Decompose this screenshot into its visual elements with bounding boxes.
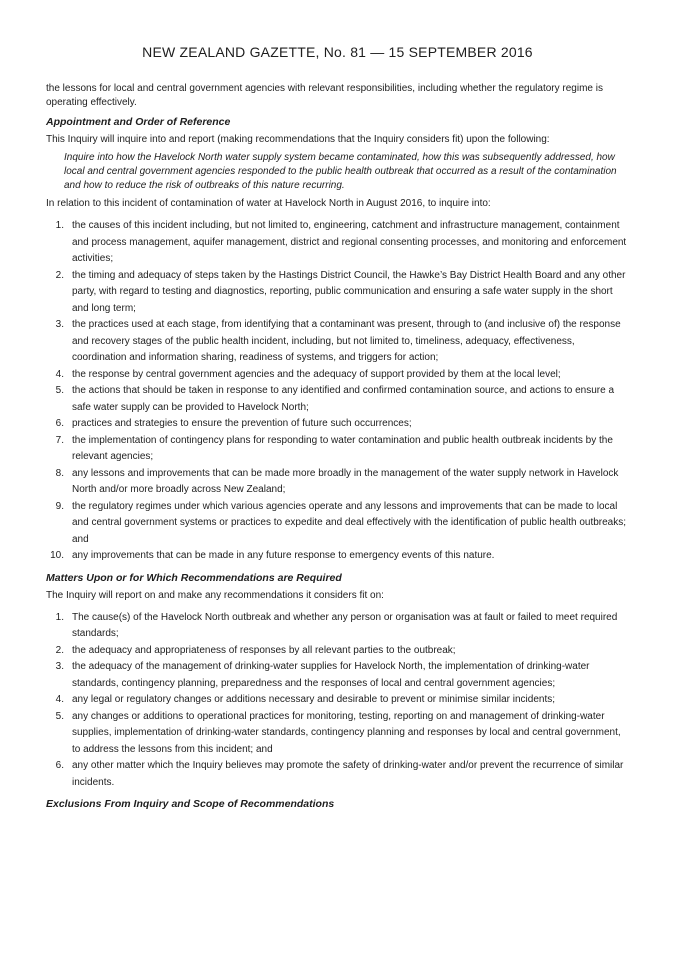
page-header: NEW ZEALAND GAZETTE, No. 81 — 15 SEPTEMBER 2016 <box>142 44 533 60</box>
list-item-number: 1. <box>55 611 64 623</box>
list-item <box>46 416 629 433</box>
list-item <box>46 268 629 318</box>
list-item-number: 10. <box>50 550 64 561</box>
list-item-number: 9. <box>55 500 64 512</box>
list-item-text: any other matter which the Inquiry believes may promote the safety of drinking-water and/or prevent the recurrence of similar incidents. <box>72 760 624 788</box>
list-item-number: 3. <box>55 319 64 330</box>
list-item-text: the practices used at each stage, from identifying that a contaminant was present, through to (and inclusive of) the response and recovery stages of the public health incident, including, but not limited to, timeliness, adequacy, effectiveness, coordination and information sharing, readiness of systems, and triggers for action; <box>72 319 621 363</box>
list-item-number: 4. <box>55 694 64 705</box>
list-item-number: 3. <box>55 661 64 672</box>
list-item <box>46 317 629 367</box>
list-item <box>46 466 629 499</box>
list-item-text: the actions that should be taken in response to any identified and confirmed contamination source, and actions to ensure a safe water supply can be provided to Havelock North; <box>72 385 615 413</box>
list-item-text: the adequacy of the management of drinking-water supplies for Havelock North, the implementation of drinking-water standards, contingency planning, preparedness and the responses of local and central government agencies; <box>72 661 590 689</box>
list-item <box>46 367 629 384</box>
inquiry-list <box>46 218 629 565</box>
list-item-text: the timing and adequacy of steps taken by the Hastings District Council, the Hawke’s Bay District Health Board and any other party, with regard to testing and diagnostics, reporting, public communication and ensuring a safe water supply in the short and long term; <box>72 269 626 314</box>
list-item <box>46 610 629 643</box>
list-item-number: 7. <box>55 434 64 446</box>
list-item-number: 6. <box>55 418 64 429</box>
list-item <box>46 709 629 759</box>
list-item-text: any lessons and improvements that can be made more broadly in the management of the water supply network in Havelock North and/or more broadly across New Zealand; <box>72 467 619 495</box>
list-item <box>46 218 629 268</box>
section-heading-exclusions: Exclusions From Inquiry and Scope of Recommendations <box>46 798 335 810</box>
list-item <box>46 692 629 709</box>
list-item <box>46 383 629 416</box>
list-item-number: 5. <box>55 710 64 722</box>
report-paragraph: The Inquiry will report on and make any recommendations it considers fit on: <box>46 589 384 601</box>
list-item-text: the causes of this incident including, but not limited to, engineering, catchment and infrastructure management, containment and process management, aquifer management, district and regional consenting processes, and monitoring and enforcement activities; <box>72 220 627 264</box>
list-item-text: any legal or regulatory changes or additions necessary and desirable to prevent or minimise similar incidents; <box>72 694 556 705</box>
list-item-number: 5. <box>55 385 64 396</box>
opening-paragraph: the lessons for local and central government agencies with relevant responsibilities, including whether the regulatory regime is operating effectively. <box>46 83 603 108</box>
section-heading-recommendations: Matters Upon or for Which Recommendations are Required <box>46 571 342 584</box>
recommendations-list <box>46 610 629 792</box>
list-item-number: 2. <box>55 269 64 281</box>
list-item <box>46 758 629 791</box>
list-item-text: The cause(s) of the Havelock North outbreak and whether any person or organisation was at fault or failed to meet required standards; <box>72 611 618 639</box>
section-heading-appointment: Appointment and Order of Reference <box>46 116 231 128</box>
list-item <box>46 659 629 692</box>
list-item-text: the implementation of contingency plans for responding to water contamination and public health outbreak incidents by the relevant agencies; <box>72 434 613 462</box>
list-item-text: the regulatory regimes under which various agencies operate and any lessons and improvements that can be made to local and central government systems or practices to expedite and deal effectively with the identification of public health outbreaks; and <box>72 500 627 545</box>
list-item <box>46 499 629 549</box>
list-item-text: the adequacy and appropriateness of responses by all relevant parties to the outbreak; <box>72 644 456 656</box>
list-item <box>46 433 629 466</box>
list-item <box>46 548 629 565</box>
list-item <box>46 643 629 660</box>
list-item-number: 2. <box>55 644 64 656</box>
relation-paragraph: In relation to this incident of contamination of water at Havelock North in August 2016, to inquire into: <box>46 198 491 209</box>
list-item-number: 4. <box>55 368 64 380</box>
inquire-paragraph: This Inquiry will inquire into and report (making recommendations that the Inquiry considers fit) upon the following: <box>46 134 550 145</box>
list-item-number: 1. <box>55 220 64 231</box>
list-item-text: any changes or additions to operational practices for monitoring, testing, reporting on and management of drinking-water supplies, implementation of drinking-water standards, contingency planning and responses by local and central government, to address the lessons from this incident; and <box>72 710 621 755</box>
list-item-text: practices and strategies to ensure the prevention of future such occurrences; <box>72 418 412 429</box>
list-item-number: 8. <box>55 467 64 479</box>
list-item-number: 6. <box>55 760 64 771</box>
list-item-text: the response by central government agencies and the adequacy of support provided by them at the local level; <box>72 368 561 380</box>
list-item-text: any improvements that can be made in any future response to emergency events of this nature. <box>72 550 495 561</box>
order-of-reference-quote: Inquire into how the Havelock North water supply system became contaminated, how this was subsequently addressed, how local and central government agencies responded to the public health outbreak that occurred as a result of the contamination and how to reduce the risk of outbreaks of this nature recurring. <box>64 152 617 191</box>
